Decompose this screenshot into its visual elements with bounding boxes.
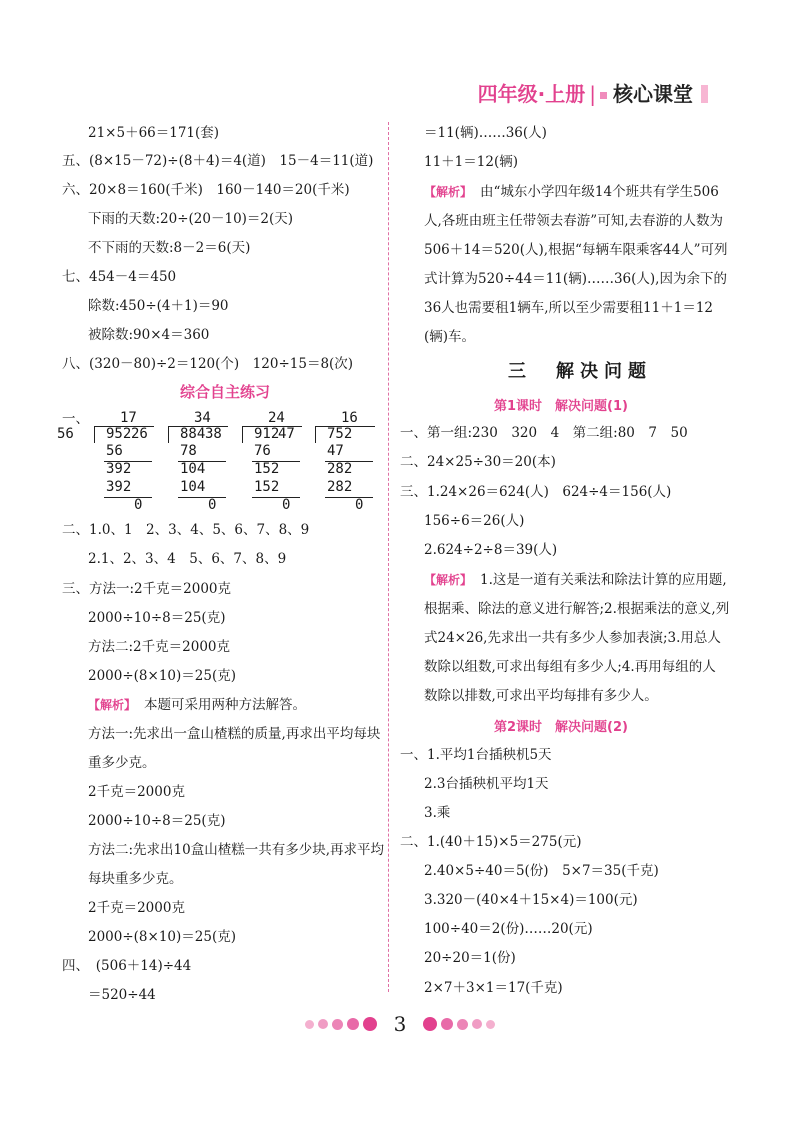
left-line [62, 268, 176, 286]
line-text: 2千克＝2000克 [88, 784, 185, 800]
line-text: 20÷20＝1(份) [424, 950, 516, 966]
line-text: 四、 (506＋14)÷44 [62, 958, 192, 974]
right-line [424, 153, 518, 171]
left-line [88, 928, 236, 946]
column-divider [388, 122, 389, 992]
line-text: 21×5＋66＝171(套) [88, 125, 220, 141]
right-line [400, 833, 581, 851]
left-line [62, 181, 350, 199]
left-line [88, 326, 209, 344]
page-footer [0, 1012, 800, 1036]
line-text: 二、1.0、1 2、3、4、5、6、7、8、9 [62, 522, 310, 538]
right-line [424, 629, 721, 647]
line-text: 11＋1＝12(辆) [424, 154, 518, 170]
page-header: 四年级·上册 | 核心课堂 [478, 78, 708, 107]
left-line [88, 986, 156, 1004]
division-step: 152 [254, 479, 280, 495]
left-line [88, 667, 236, 685]
left-line [88, 550, 286, 568]
right-line [424, 328, 475, 346]
line-text: 数除以排数,可求出平均每排有多少人。 [424, 688, 658, 704]
line-text: ＝520÷44 [88, 987, 156, 1003]
analysis-tag: 【解析】 [424, 573, 473, 587]
right-line [424, 212, 723, 230]
line-text: 二、24×25÷30＝20(本) [400, 454, 556, 470]
left-line [88, 124, 219, 142]
left-line [88, 725, 380, 743]
division-step: 76 [254, 443, 271, 459]
left-line [62, 152, 373, 170]
line-text: 二、1.(40＋15)×5＝275(元) [400, 834, 582, 850]
line-text: 2000÷10÷8＝25(克) [88, 813, 226, 829]
line-text: 2.1、2、3、4 5、6、7、8、9 [88, 551, 287, 567]
right-line [424, 862, 659, 880]
line-text: 2000÷(8×10)＝25(克) [88, 668, 236, 684]
division-step: 104 [180, 461, 206, 477]
line-text: 方法一:先求出一盒山楂糕的质量,再求出平均每块 [88, 726, 381, 742]
divisor: 26 [131, 426, 148, 442]
line-text: 一、1.平均1台插秧机5天 [400, 747, 552, 763]
line-text: 人,各班由班主任带领去春游”可知,去春游的人数为 [424, 213, 723, 229]
left-line [88, 754, 156, 772]
division-step: 47 [327, 443, 344, 459]
right-line [424, 891, 638, 909]
left-line [88, 812, 225, 830]
right-line [424, 571, 727, 589]
quotient: 34 [194, 410, 211, 426]
right-line [424, 124, 547, 142]
lesson-1-title: 第1课时 解决问题(1) [494, 399, 628, 414]
line-text: 六、20×8＝160(千米) 160－140＝20(千米) [62, 182, 350, 198]
line-text: 被除数:90×4＝360 [88, 327, 210, 343]
line-text: 一、第一组:230 320 4 第二组:80 7 50 [400, 425, 688, 441]
analysis-tag: 【解析】 [88, 698, 137, 712]
dividend: 884 [180, 426, 206, 442]
divisor: 38 [205, 426, 222, 442]
right-line [424, 541, 557, 559]
division-step: 104 [180, 479, 206, 495]
line-text: 下雨的天数:20÷(20－10)＝2(天) [88, 211, 294, 227]
header-subtitle: 核心课堂 [613, 82, 693, 106]
analysis-tag: 【解析】 [424, 185, 473, 199]
line-text: 由“城东小学四年级14个班共有学生506 [480, 184, 719, 200]
left-line [88, 609, 225, 627]
line-text: 156÷6＝26(人) [424, 513, 525, 529]
left-line [88, 297, 229, 315]
left-line [62, 355, 353, 373]
line-text: 式24×26,先求出一共有多少人参加表演;3.用总人 [424, 630, 721, 646]
divisor: 56 [57, 426, 74, 442]
quotient: 17 [120, 410, 137, 426]
line-text: 方法二:先求出10盒山楂糕一共有多少块,再求平均 [88, 842, 385, 858]
line-text: ＝11(辆)……36(人) [424, 125, 547, 141]
division-step: 0 [355, 497, 364, 513]
division-step: 152 [254, 461, 280, 477]
line-text: 1.这是一道有关乘法和除法计算的应用题, [480, 572, 727, 588]
right-line [400, 453, 556, 471]
page-number: 3 [393, 1012, 407, 1036]
division-step: 56 [106, 443, 123, 459]
line-text: 3.乘 [424, 805, 451, 821]
line-text: 重多少克。 [88, 755, 156, 771]
left-line [62, 580, 231, 598]
division-step: 282 [327, 461, 353, 477]
line-text: 2000÷(8×10)＝25(克) [88, 929, 236, 945]
line-text: 100÷40＝2(份)……20(元) [424, 921, 593, 937]
line-text: 八、(320－80)÷2＝120(个) 120÷15＝8(次) [62, 356, 354, 372]
right-line [424, 512, 524, 530]
line-text: 2.624÷2÷8＝39(人) [424, 542, 558, 558]
right-line [400, 746, 552, 764]
right-line [424, 949, 516, 967]
division-step: 78 [180, 443, 197, 459]
right-line [424, 600, 729, 618]
line-text: 每块重多少克。 [88, 871, 183, 887]
left-line [88, 841, 384, 859]
division-label: 一、 [62, 411, 89, 427]
left-line [88, 210, 293, 228]
line-text: 数除以组数,可求出每组有多少人;4.再用每组的人 [424, 659, 716, 675]
right-line [424, 183, 719, 201]
header-title: 四年级·上册 [477, 82, 586, 106]
line-text: 2000÷10÷8＝25(克) [88, 610, 226, 626]
line-text: 本题可采用两种方法解答。 [144, 697, 307, 713]
line-text: 三、1.24×26＝624(人) 624÷4＝156(人) [400, 484, 672, 500]
division-step: 0 [208, 497, 217, 513]
right-line [424, 920, 593, 938]
line-text: 方法二:2千克＝2000克 [88, 639, 230, 655]
line-text: 2.40×5÷40＝5(份) 5×7＝35(千克) [424, 863, 659, 879]
line-text: 三、方法一:2千克＝2000克 [62, 581, 231, 597]
line-text: 七、454－4＝450 [62, 269, 177, 285]
divisor: 47 [278, 426, 295, 442]
left-line [88, 870, 183, 888]
division-step: 0 [282, 497, 291, 513]
left-line [62, 957, 191, 975]
line-text: 除数:450÷(4＋1)＝90 [88, 298, 229, 314]
right-line [424, 775, 549, 793]
division-step: 392 [106, 479, 132, 495]
left-line [88, 783, 185, 801]
unit-title: 三 解决问题 [508, 361, 652, 382]
left-line [88, 239, 250, 257]
line-text: (辆)车。 [424, 329, 476, 345]
line-text: 式计算为520÷44＝11(辆)……36(人),因为余下的 [424, 271, 727, 287]
lesson-2-title: 第2课时 解决问题(2) [494, 720, 628, 735]
line-text: 2.3台插秧机平均1天 [424, 776, 549, 792]
right-line [424, 241, 728, 259]
division-step: 0 [134, 497, 143, 513]
right-line [424, 687, 658, 705]
dividend: 952 [106, 426, 132, 442]
line-text: 根据乘、除法的意义进行解答;2.根据乘法的意义,列 [424, 601, 730, 617]
division-step: 282 [327, 479, 353, 495]
line-text: 五、(8×15－72)÷(8＋4)＝4(道) 15－4＝11(道) [62, 153, 374, 169]
line-text: 2×7＋3×1＝17(千克) [424, 980, 563, 996]
line-text: 3.320－(40×4＋15×4)＝100(元) [424, 892, 638, 908]
quotient: 16 [341, 410, 358, 426]
line-text: 506＋14＝520(人),根据“每辆车限乘客44人”可列 [424, 242, 728, 258]
dividend: 752 [327, 426, 353, 442]
line-text: 36人也需要租1辆车,所以至少需要租11＋1＝12 [424, 300, 714, 316]
line-text: 2千克＝2000克 [88, 900, 185, 916]
right-line [424, 804, 450, 822]
left-line [88, 638, 230, 656]
right-line [400, 483, 671, 501]
left-line [62, 521, 309, 539]
right-line [424, 658, 716, 676]
division-step: 392 [106, 461, 132, 477]
left-line [88, 696, 306, 714]
quotient: 24 [268, 410, 285, 426]
left-line [88, 899, 185, 917]
right-line [424, 270, 727, 288]
line-text: 不下雨的天数:8－2＝6(天) [88, 240, 251, 256]
right-line [400, 424, 688, 442]
right-line [424, 299, 713, 317]
dividend: 912 [254, 426, 280, 442]
section-practice: 综合自主练习 [180, 383, 271, 401]
right-line [424, 979, 563, 997]
